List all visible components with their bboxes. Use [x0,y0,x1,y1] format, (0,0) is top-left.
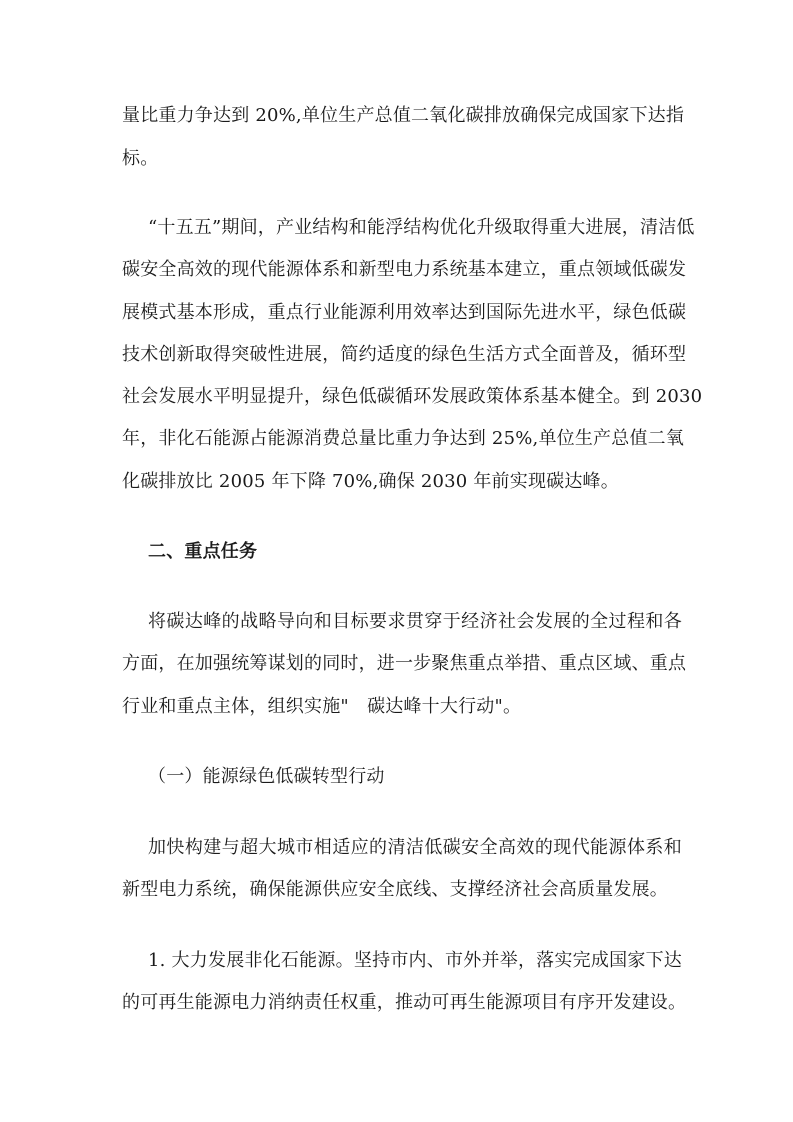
paragraph-line: 化碳排放比 2005 年下降 70%,确保 2030 年前实现碳达峰。 [122,471,619,492]
paragraph-line: 方面，在加强统筹谋划的同时，进一步聚焦重点举措、重点区域、重点 [122,653,687,674]
paragraph-line: 的可再生能源电力消纳责任权重，推动可再生能源项目有序开发建设。 [122,992,687,1013]
paragraph-line: 标。 [122,148,159,169]
paragraph-line: 1. 大力发展非化石能源。坚持市内、市外并举，落实完成国家下达 [148,950,682,971]
paragraph-line: 行业和重点主体，组织实施" 碳达峰十大行动"。 [122,696,522,717]
paragraph-line: 技术创新取得突破性进展，简约适度的绿色生活方式全面普及，循环型 [122,344,687,365]
paragraph-line: 年，非化石能源占能源消费总量比重力争达到 25%,单位生产总值二氧 [122,428,685,449]
paragraph-line: 加快构建与超大城市相适应的清洁低碳安全高效的现代能源体系和 [148,837,682,858]
paragraph-line: “十五五”期间，产业结构和能浮结构优化升级取得重大进展，清洁低 [148,217,695,238]
paragraph-line: 将碳达峰的战略导向和目标要求贯穿于经济社会发展的全过程和各 [148,611,682,632]
section-heading: 二、重点任务 [148,541,258,562]
paragraph-line: 展模式基本形成，重点行业能源利用效率达到国际先进水平，绿色低碳 [122,302,687,323]
paragraph-line: 新型电力系统，确保能源供应安全底线、支撑经济社会高质量发展。 [122,879,668,900]
paragraph-line: 碳安全高效的现代能源体系和新型电力系统基本建立，重点领域低碳发 [122,259,687,280]
subsection-heading: （一）能源绿色低碳转型行动 [148,766,385,787]
paragraph-line: 社会发展水平明显提升，绿色低碳循环发展政策体系基本健全。到 2030 [122,386,703,407]
paragraph-line: 量比重力争达到 20%,单位生产总值二氧化碳排放确保完成国家下达指 [122,105,685,126]
